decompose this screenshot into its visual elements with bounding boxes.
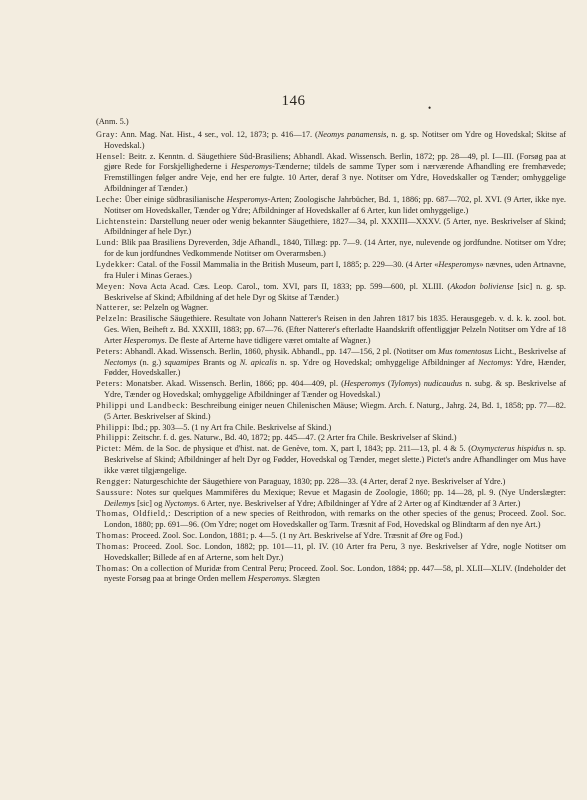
- reference-entry: [96, 423, 566, 434]
- reference-author: Lichtenstein:: [96, 216, 148, 226]
- reference-entry: [96, 303, 566, 314]
- reference-author: Rengger:: [96, 476, 132, 486]
- reference-entry: [96, 260, 566, 282]
- reference-entry: [96, 314, 566, 347]
- reference-author: Saussure:: [96, 487, 134, 497]
- reference-text: se: Pelzeln og Wagner.: [130, 303, 209, 313]
- reference-entry: [96, 433, 566, 444]
- reference-author: Thomas:: [96, 563, 130, 573]
- reference-author: Peters:: [96, 346, 123, 356]
- reference-author: Peters:: [96, 379, 123, 389]
- reference-author: Pelzeln:: [96, 314, 128, 324]
- reference-entry: [96, 542, 566, 564]
- reference-text: Notes sur quelques Mammifères du Mexique; Revue et Magasin de Zoologie, 1860; pp. 14—28, pl. 9. (Nye Underslægter: Deilemys [sic] og Nyctomys. 6 Arter, nye. Beskrivelser af Ydre; Afbildninger af Ydre af 2 Arter og af Kindtænder af 3 Arter.): [104, 487, 566, 508]
- reference-text: Monatsber. Akad. Wissensch. Berlin, 1866; pp. 404—409, pl. (Hesperomys (Tylomys) nudicaudus n. subg. & sp. Beskrivelse af Ydre, Tænder og Hovedskal; omhyggelige Afbildninger af Tænder og Hovedskal.): [104, 379, 567, 400]
- reference-author: Pictet:: [96, 444, 122, 454]
- reference-author: Thomas:: [96, 531, 130, 541]
- reference-entry: [96, 564, 566, 586]
- reference-text: Naturgeschichte der Säugethiere von Paraguay, 1830; pp. 228—33. (4 Arter, deraf 2 nye. Beskrivelser af Ydre.): [131, 476, 506, 486]
- reference-entry: [96, 130, 566, 152]
- reference-entry: [96, 152, 566, 195]
- reference-author: Philippi:: [96, 422, 131, 432]
- reference-text: Ibd.; pp. 303—5. (1 ny Art fra Chile. Beskrivelse af Skind.): [130, 422, 332, 432]
- reference-author: Lund:: [96, 238, 119, 248]
- reference-text: Ann. Mag. Nat. Hist., 4 ser., vol. 12, 1873; p. 416—17. (Neomys panamensis, n. g. sp. Notitser om Ydre og Hovedskal; Skitse af Hovedskal.): [104, 129, 566, 150]
- reference-text: Catal. of the Fossil Mammalia in the British Museum, part I, 1885; p. 229—30. (4 Arter «Hesperomys» nævnes, uden Artnavne, fra Huler i Minas Geraes.): [104, 259, 566, 280]
- reference-text: Blik paa Brasiliens Dyreverden, 3dje Afhandl., 1840, Tillæg: pp. 7—9. (14 Arter, nye, nulevende og jordfundne. Notitser om Ydre; for de kun jordfundnes Vedkommende Notitser om Overarmsben.): [104, 238, 566, 259]
- reference-author: Thomas:: [96, 541, 130, 551]
- section-note: (Anm. 5.): [96, 117, 129, 126]
- reference-entry: [96, 401, 566, 423]
- reference-entry: [96, 238, 566, 260]
- reference-text: Nova Acta Acad. Cæs. Leop. Carol., tom. XVI, pars II, 1833; pp. 599—600, pl. XLIII. (Akodon boliviense [sic] n. g. sp. Beskrivelse af Skind; Afbildning af det hele Dyr og Skitse af Tænder.): [104, 281, 566, 302]
- reference-author: Hensel:: [96, 151, 126, 161]
- reference-text: Über einige südbrasilianische Hesperomys-Arten; Zoologische Jahrbücher, Bd. 1, 1886; pp. 687—702, pl. XVI. (9 Arter, ikke nye. Notitser om Hovedskaller, Tænder og Ydre; Afbildninger af Hovedskaller af 6 Arter, kun lidet omhyggelige.): [104, 194, 566, 215]
- reference-author: Meyen:: [96, 281, 126, 291]
- reference-author: Lydekker:: [96, 259, 136, 269]
- page-number: 146: [281, 93, 306, 109]
- reference-author: Gray:: [96, 129, 118, 139]
- reference-text: Beschreibung einiger neuen Chilenischen Mäuse; Wiegm. Arch. f. Naturg., Jahrg. 24, Bd. 1, 1858; pp. 77—82. (5 Arter. Beskrivelser af Skind.): [104, 400, 567, 421]
- reference-entry: [96, 379, 566, 401]
- reference-entry: [96, 509, 566, 531]
- reference-text: Mém. de la Soc. de physique et d'hist. nat. de Genève, tom. X, part I, 1843; pp. 211—13, pl. 4 & 5. (Oxymycterus hispidus n. sp. Beskrivelse af Skind; Afbildninger af helt Dyr og Fødder, Hovedskal og Tænder, meget slette.) Pictet's andre Afhandlinger om Mus have ikke været tilgjængelige.: [104, 444, 566, 475]
- reference-author: Philippi:: [96, 433, 131, 443]
- reference-text: Darstellung neuer oder wenig bekannter Säugethiere, 1827—34, pl. XXXIII—XXXV. (5 Arter, nye. Beskrivelser af Skind; Afbildninger af hele Dyr.): [104, 216, 566, 237]
- reference-entry: [96, 488, 566, 510]
- reference-text: On a collection of Muridæ from Central Peru; Proceed. Zool. Soc. London, 1884; pp. 447—58, pl. XLII—XLIV. (Indeholder det nyeste Forsøg paa at bringe Orden mellem Hesperomys. Slægten: [104, 563, 566, 584]
- page-mark: •: [428, 103, 432, 113]
- reference-entries: [96, 130, 566, 585]
- reference-entry: [96, 347, 566, 380]
- reference-text: Description of a new species of Reithrodon, with remarks on the other species of the genus; Proceed. Zool. Soc. London, 1880; pp. 691—96. (Om Ydre; noget om Hovedskaller og Tarm. Træsnit af Fod, Hovedskal og Blindtarm af den nye Art.): [104, 509, 567, 530]
- reference-text: Beitr. z. Kenntn. d. Säugethiere Süd-Brasiliens; Abhandl. Akad. Wissensch. Berlin, 1872; pp. 28—49, pl. I—III. (Forsøg paa at gjøre Rede for Forskjellighederne i Hesperomys-Tænderne; tildels de samme Typer som i nærværende Afhandling ere fremhævede; Fremstillingen følger andre Veje, end her ere fulgte. 10 Arter, deraf 3 nye. Notitser om Ydre, Hovedskaller og Tænder; omhyggelige Afbildninger af Tænder.): [104, 151, 566, 194]
- reference-entry: [96, 217, 566, 239]
- reference-text: Abhandl. Akad. Wissensch. Berlin, 1860, physik. Abhandl., pp. 147—156, 2 pl. (Notitser om Mus tomentosus Licht., Beskrivelse af Nectomys (n. g.) squamipes Brants og N. apicalis n. sp. Ydre og Hovedskal; omhyggelige Afbildninger af Nectomys: Ydre, Hænder, Fødder, Hovedskaller.): [104, 346, 566, 378]
- reference-entry: [96, 444, 566, 477]
- reference-author: Leche:: [96, 194, 123, 204]
- reference-author: Natterer,: [96, 303, 131, 313]
- reference-entry: [96, 195, 566, 217]
- reference-author: Philippi und Landbeck:: [96, 400, 189, 410]
- reference-text: Proceed. Zool. Soc. London, 1882; pp. 101—11, pl. IV. (10 Arter fra Peru, 3 nye. Beskrivelser af Ydre, nogle Notitser om Hovedskaller; Billede af en af Arterne, som helt Dyr.): [104, 541, 566, 562]
- reference-entry: [96, 282, 566, 304]
- reference-text: Proceed. Zool. Soc. London, 1881; p. 4—5. (1 ny Art. Beskrivelse af Ydre. Træsnit af Øre og Fod.): [129, 531, 463, 541]
- reference-text: Brasilische Säugethiere. Resultate von Johann Natterer's Reisen in den Jahren 1817 bis 1835. Herausgegeb. v. d. k. k. zool. bot. Ges. Wien, Beiheft z. Bd. XXXIII, 1883; pp. 67—76. (Efter Natterer's efterladte Haandskrift offentliggjør Pelzeln Notitser om Ydre af 18 Arter Hesperomys. De fleste af Arterne have tidligere været omtalte af Wagner.): [104, 314, 566, 345]
- reference-entry: [96, 477, 566, 488]
- reference-entry: [96, 531, 566, 542]
- reference-author: Thomas, Oldfield,:: [96, 509, 172, 519]
- reference-text: Zeitschr. f. d. ges. Naturw., Bd. 40, 1872; pp. 445—47. (2 Arter fra Chile. Beskrivelser af Skind.): [130, 433, 457, 443]
- bibliography-list: [96, 117, 566, 585]
